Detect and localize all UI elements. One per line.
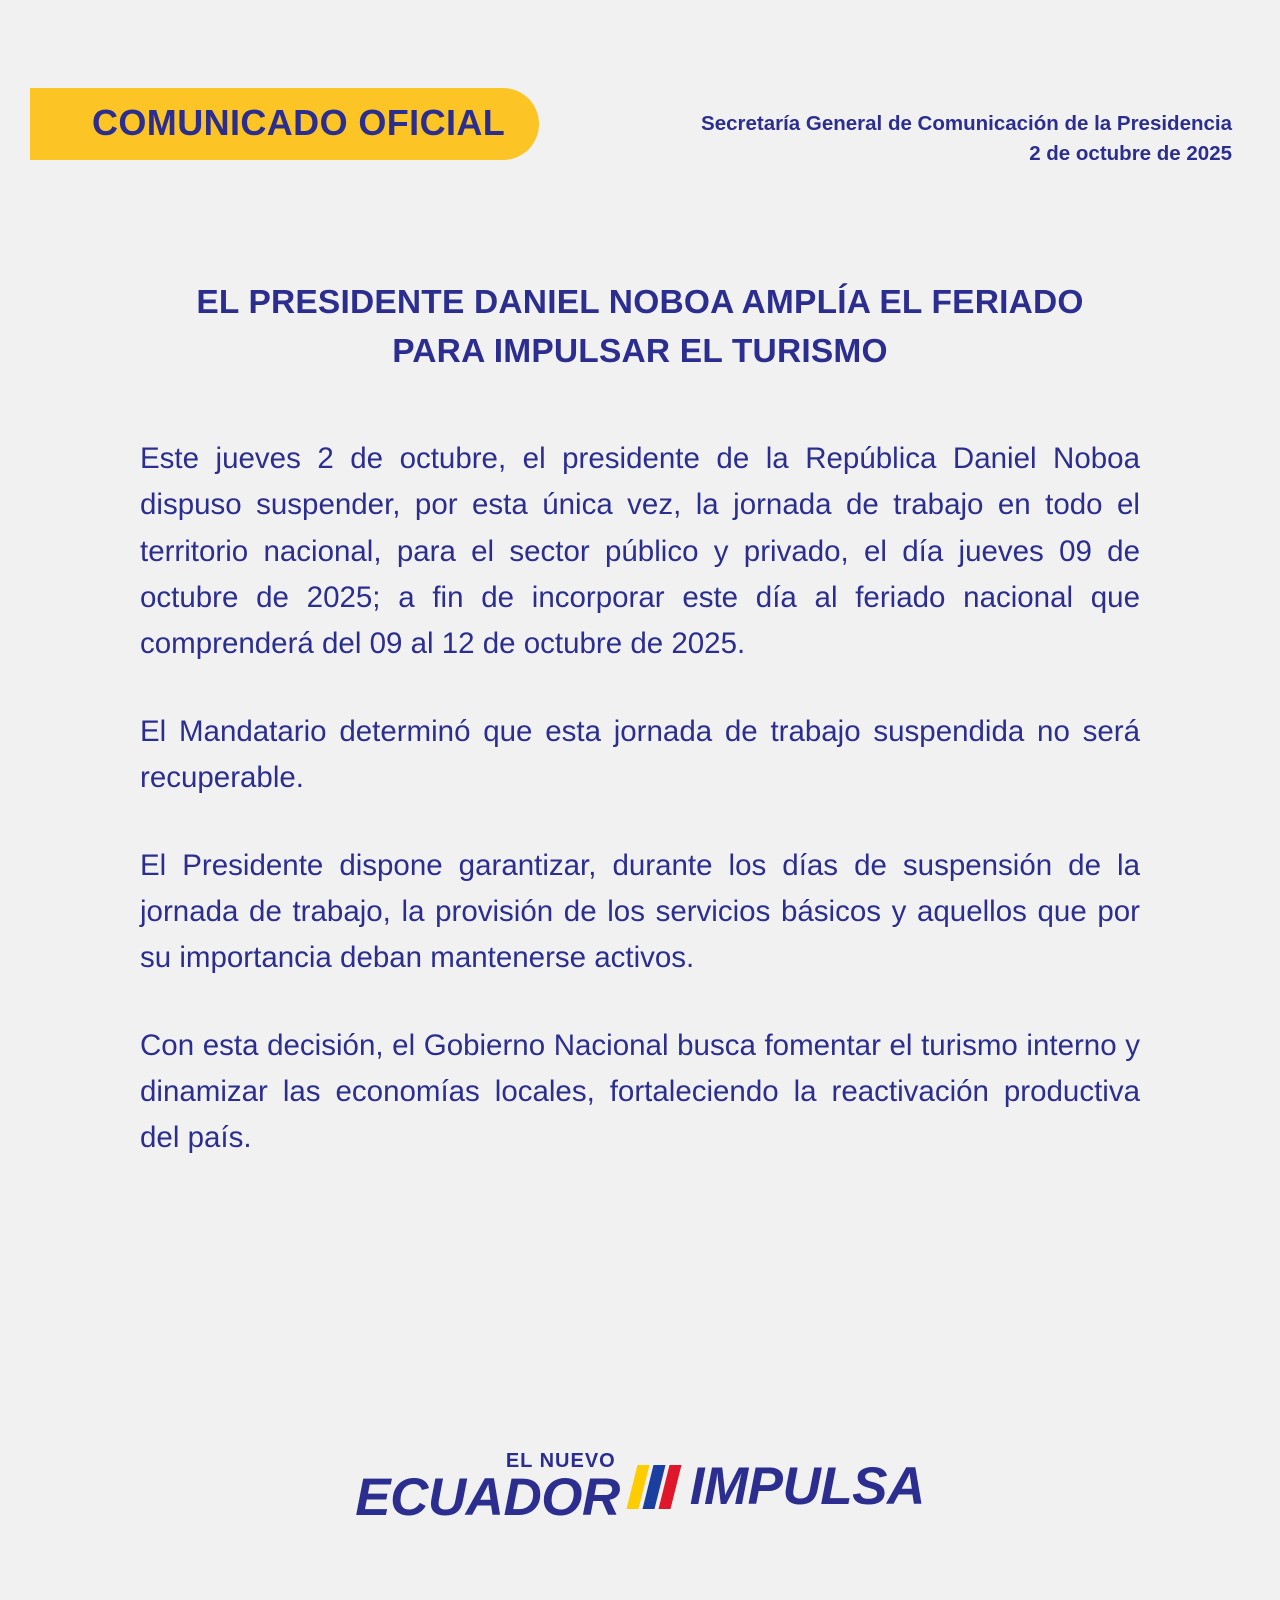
document-header xyxy=(0,0,1280,167)
body-paragraph: Con esta decisión, el Gobierno Nacional busca fomentar el turismo interno y dinamizar las economías locales, fortaleciendo la reactivación productiva del país. xyxy=(140,1028,1140,1154)
publication-date: 2 de octubre de 2025 xyxy=(1029,141,1232,165)
logo-tagline: EL NUEVO xyxy=(505,1449,616,1472)
body-paragraph: El Mandatario determinó que esta jornada de trabajo suspendida no será recuperable. xyxy=(140,714,1140,794)
page-title: EL PRESIDENTE DANIEL NOBOA AMPLÍA EL FERIADO PARA IMPULSAR EL TURISMO xyxy=(196,284,1084,370)
body-paragraph: Este jueves 2 de octubre, el presidente de la República Daniel Noboa dispuso suspender, por esta única vez, la jornada de trabajo en todo el territorio nacional, para el sector público y privado, el día jueves 09 de octubre de 2025; a fin de incorporar este día al feriado nacional que comprenderá del 09 al 12 de octubre de 2025. xyxy=(140,442,1140,660)
official-statement-badge xyxy=(30,88,539,160)
logo-word-impulsa: IMPULSA xyxy=(689,1456,925,1516)
header-meta xyxy=(701,88,1232,167)
issuing-organization: Secretaría General de Comunicación de la Presidencia xyxy=(701,112,1232,135)
badge-label: COMUNICADO OFICIAL xyxy=(92,102,506,143)
document-body xyxy=(140,436,1140,1160)
logo-word-ecuador: ECUADOR xyxy=(355,1467,620,1527)
government-logo xyxy=(355,1449,925,1527)
body-paragraph: El Presidente dispone garantizar, durante los días de suspensión de la jornada de trabajo, la provisión de los servicios básicos y aquellos que por su importancia deban mantenerse activos. xyxy=(140,848,1140,974)
document-footer xyxy=(0,1449,1280,1527)
logo-left-block xyxy=(355,1449,620,1527)
flag-stripes-icon xyxy=(626,1465,685,1509)
